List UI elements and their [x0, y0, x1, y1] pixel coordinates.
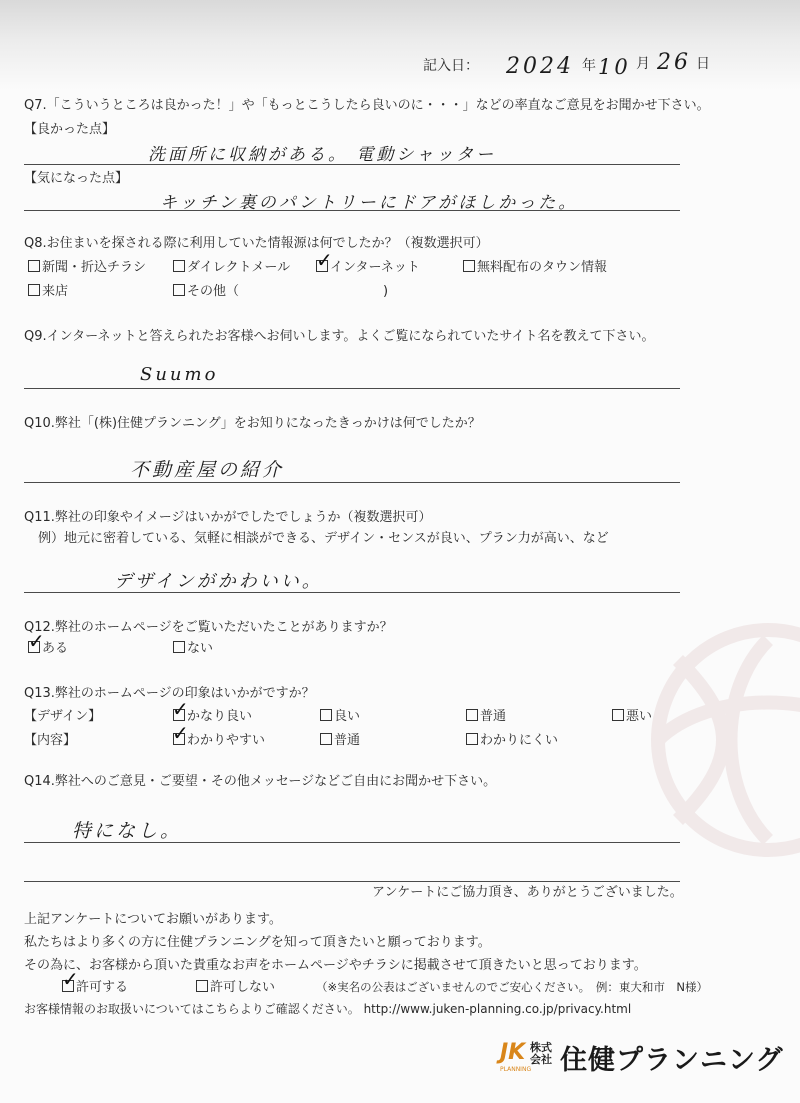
q9-question: Q9.インターネットと答えられたお客様へお伺いします。よくご覧になられていたサイト名を教えて下さい。	[24, 329, 655, 344]
q12-option-no[interactable]: ない	[173, 640, 213, 657]
date-year: 2024	[506, 54, 574, 79]
q13-design-checkmark-icon: ✓	[172, 697, 189, 721]
q13-question: Q13.弊社のホームページの印象はいかがですか？	[24, 686, 315, 701]
logo-planning-sub: PLANNING	[500, 1066, 532, 1073]
checkbox[interactable]	[612, 709, 624, 721]
checkbox[interactable]	[320, 733, 332, 745]
request-text-3: その為に、お客様から頂いた貴重なお声をホームページやチラシに掲載させて頂きたいと思っております。	[24, 958, 647, 973]
q10-question: Q10.弊社「(株)住健プランニング」をお知りになったきっかけは何でしたか？	[24, 416, 481, 431]
q13-content-clear[interactable]: わかりやすい	[173, 732, 265, 749]
q8-option-other[interactable]: その他（	[173, 283, 239, 300]
privacy-text[interactable]: お客様情報のお取扱いについてはこちらよりご確認ください。 http://www.juken-planning.co.jp/privacy.html	[24, 1002, 632, 1016]
q8-option-internet[interactable]: インターネット	[316, 259, 420, 276]
q12-question: Q12.弊社のホームページをご覧いただいたことがありますか？	[24, 620, 393, 635]
date-day-unit: 日	[696, 56, 710, 72]
q12-yes-checkmark-icon: ✓	[28, 629, 45, 653]
q14-line-1	[24, 842, 680, 843]
q9-answer: Suumo	[140, 364, 219, 385]
q7-good-label: 【良かった点】	[24, 122, 116, 137]
q13-design-normal[interactable]: 普通	[466, 708, 506, 725]
date-label: 記入日：	[423, 58, 479, 74]
logo-kabushiki: 株式会社	[530, 1041, 552, 1066]
checkbox[interactable]	[28, 260, 40, 272]
q11-example: 例）地元に密着している、気軽に相談ができる、デザイン・センスが良い、プラン力が高い、など	[38, 531, 609, 546]
checkbox[interactable]	[466, 709, 478, 721]
request-text-2: 私たちはより多くの方に住健プランニングを知って頂きたいと願っております。	[24, 935, 491, 950]
logo-company-name: 住健プランニング	[560, 1045, 784, 1076]
date-day: 26	[657, 50, 691, 75]
q14-question: Q14.弊社へのご意見・ご要望・その他メッセージなどご自由にお聞かせ下さい。	[24, 774, 497, 789]
q11-answer: デザインがかわいい。	[114, 571, 323, 592]
q11-question: Q11.弊社の印象やイメージはいかがでしたでしょうか（複数選択可）	[24, 510, 432, 525]
q14-answer: 特になし。	[72, 820, 183, 842]
q7-question: Q7.「こういうところは良かった！」や「もっとこうしたら良いのに・・・」などの率直なご意見をお聞かせ下さい。	[24, 98, 710, 113]
logo-mark-icon: JK	[500, 1040, 526, 1065]
checkbox[interactable]	[463, 260, 475, 272]
q8-option-visit[interactable]: 来店	[28, 283, 68, 300]
checkbox[interactable]	[173, 641, 185, 653]
q8-option-town-info[interactable]: 無料配布のタウン情報	[463, 259, 607, 276]
q13-design-label: 【デザイン】	[24, 709, 102, 724]
q8-question: Q8.お住まいを探される際に利用していた情報源は何でしたか？（複数選択可）	[24, 236, 489, 251]
q9-line	[24, 388, 680, 389]
permit-checkmark-icon: ✓	[62, 967, 79, 991]
date-month: 10	[598, 55, 631, 79]
q7-good-line	[24, 164, 680, 165]
q10-line	[24, 482, 680, 483]
deny-option[interactable]: 許可しない	[196, 979, 275, 996]
q13-design-bad[interactable]: 悪い	[612, 708, 652, 725]
q13-content-label: 【内容】	[24, 733, 77, 748]
q13-content-unclear[interactable]: わかりにくい	[466, 732, 558, 749]
q8-other-close: )	[383, 284, 389, 299]
q7-concern-label: 【気になった点】	[24, 171, 129, 186]
q8-option-newspaper[interactable]: 新聞・折込チラシ	[28, 259, 146, 276]
q7-concern-answer: キッチン裏のパントリーにドアがほしかった。	[160, 193, 579, 213]
q8-internet-checkmark-icon: ✓	[316, 248, 333, 272]
company-logo	[500, 1036, 790, 1080]
q13-content-checkmark-icon: ✓	[172, 721, 189, 745]
anonymity-note: （※実名の公表はございませんのでご安心ください。 例：東大和市 N様）	[316, 980, 708, 994]
q10-answer: 不動産屋の紹介	[130, 459, 285, 481]
q8-option-direct-mail[interactable]: ダイレクトメール	[173, 259, 290, 276]
q7-good-answer: 洗面所に収納がある。 電動シャッター	[148, 145, 497, 165]
q13-design-good[interactable]: 良い	[320, 708, 360, 725]
q13-design-very-good[interactable]: かなり良い	[173, 708, 252, 725]
date-year-unit: 年	[582, 58, 596, 74]
checkbox[interactable]	[320, 709, 332, 721]
checkbox[interactable]	[196, 980, 208, 992]
checkbox[interactable]	[466, 733, 478, 745]
checkbox[interactable]	[28, 284, 40, 296]
scan-shadow	[0, 0, 800, 90]
date-month-unit: 月	[636, 56, 650, 72]
checkbox[interactable]	[173, 284, 185, 296]
request-text-1: 上記アンケートについてお願いがあります。	[24, 912, 282, 927]
watermark-crest-icon	[598, 600, 800, 900]
q13-content-normal[interactable]: 普通	[320, 732, 360, 749]
checkbox[interactable]	[173, 260, 185, 272]
q12-option-yes[interactable]: ある	[28, 640, 68, 657]
permit-option[interactable]: 許可する	[62, 979, 128, 996]
thanks-text: アンケートにご協力頂き、ありがとうございました。	[372, 885, 683, 900]
q7-concern-line	[24, 210, 680, 211]
q14-line-2	[24, 881, 680, 882]
q11-line	[24, 592, 680, 593]
